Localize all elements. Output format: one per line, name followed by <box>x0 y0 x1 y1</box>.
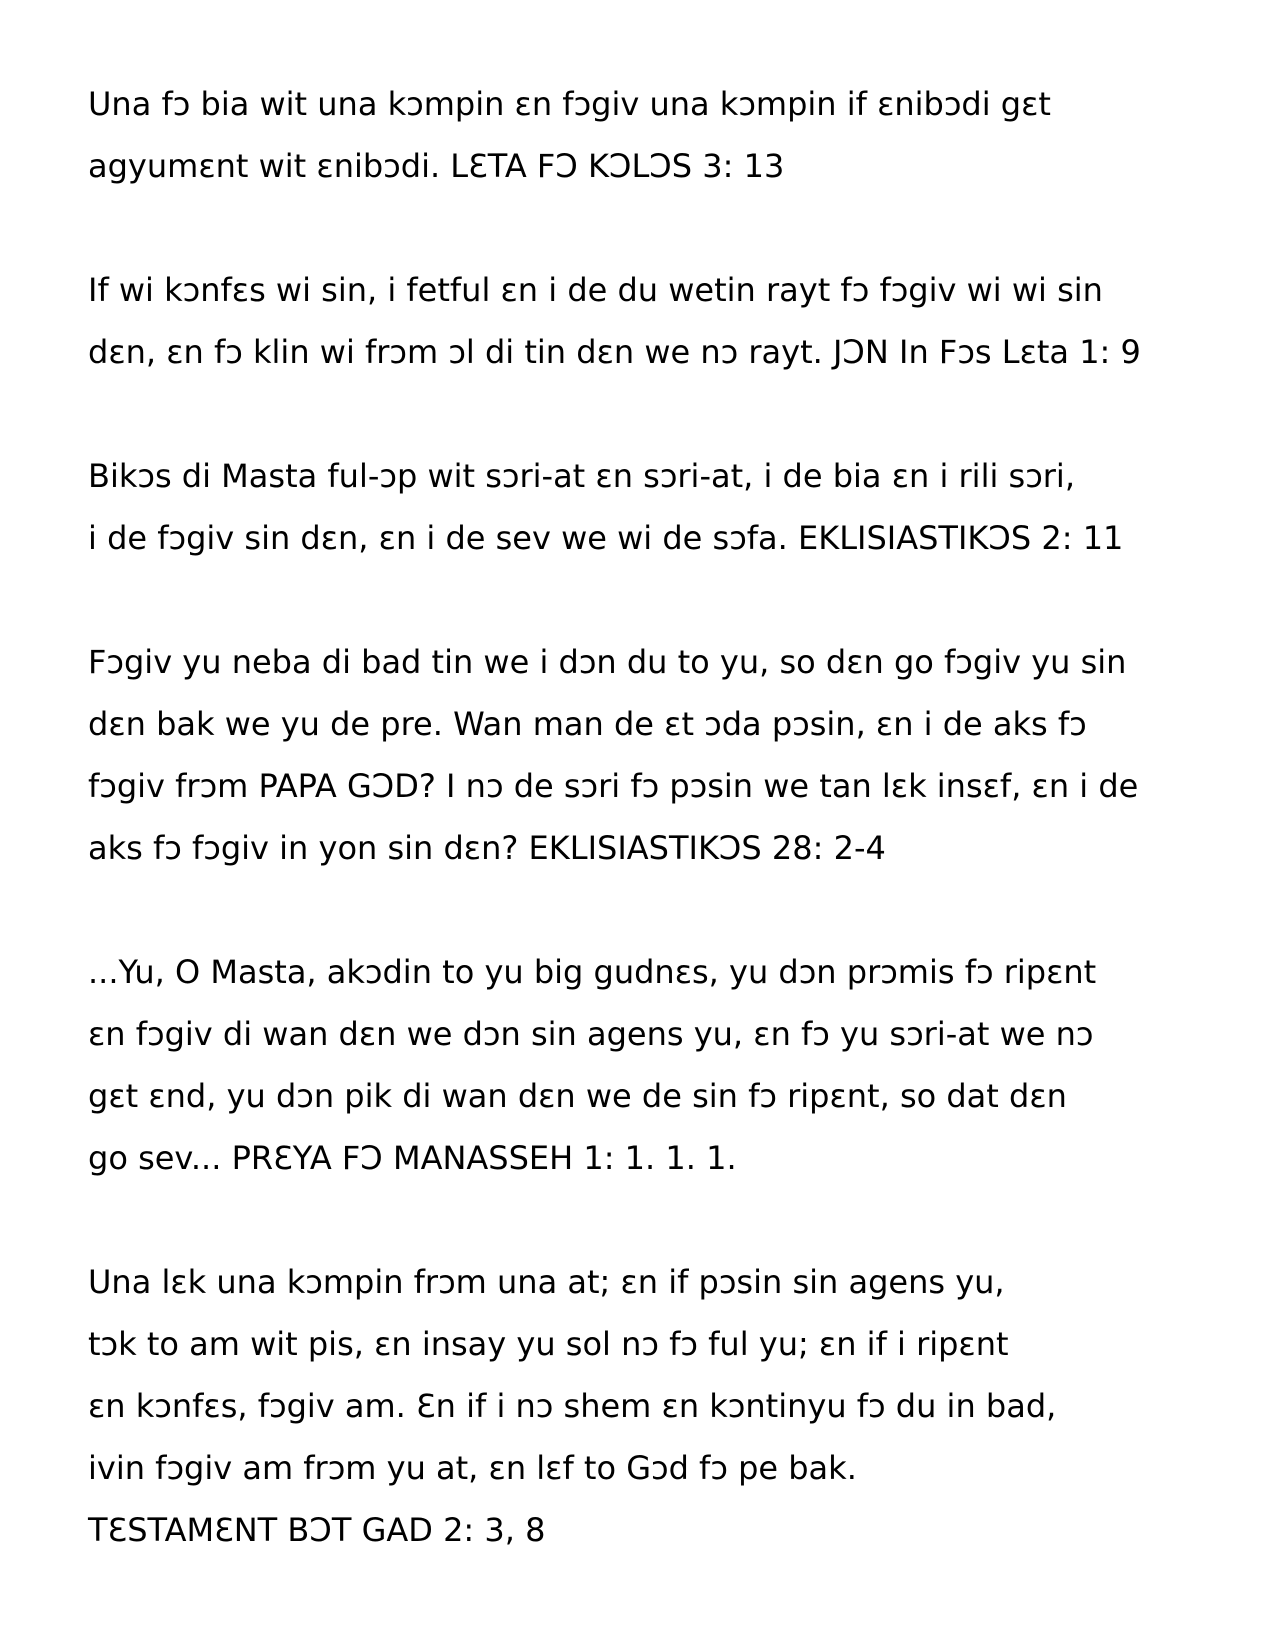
text-line: ...Yu, O Masta, akɔdin to yu big gudnɛs, yu dɔn prɔmis fɔ ripɛnt <box>88 953 1097 991</box>
verse-paragraph-5 <box>88 941 1228 1189</box>
text-line: Una fɔ bia wit una kɔmpin ɛn fɔgiv una kɔmpin if ɛnibɔdi gɛt <box>88 85 1051 123</box>
text-line: fɔgiv frɔm PAPA GƆD? I nɔ de sɔri fɔ pɔsin we tan lɛk insɛf, ɛn i de <box>88 767 1139 805</box>
text-line: Fɔgiv yu neba di bad tin we i dɔn du to yu, so dɛn go fɔgiv yu sin <box>88 643 1127 681</box>
verse-paragraph-3 <box>88 445 1228 569</box>
document-page <box>88 73 1228 1623</box>
text-line: aks fɔ fɔgiv in yon sin dɛn? EKLISIASTIKƆS 28: 2-4 <box>88 829 886 867</box>
text-line: If wi kɔnfɛs wi sin, i fetful ɛn i de du wetin rayt fɔ fɔgiv wi wi sin <box>88 271 1103 309</box>
text-line: Una lɛk una kɔmpin frɔm una at; ɛn if pɔsin sin agens yu, <box>88 1263 1005 1301</box>
text-line: ivin fɔgiv am frɔm yu at, ɛn lɛf to Gɔd fɔ pe bak. <box>88 1449 857 1487</box>
text-line: go sev... PRƐYA FƆ MANASSEH 1: 1. 1. 1. <box>88 1139 737 1177</box>
text-line: TƐSTAMƐNT BƆT GAD 2: 3, 8 <box>88 1511 546 1549</box>
verse-paragraph-1 <box>88 73 1228 197</box>
verse-paragraph-4 <box>88 631 1228 879</box>
text-line: i de fɔgiv sin dɛn, ɛn i de sev we wi de sɔfa. EKLISIASTIKƆS 2: 11 <box>88 519 1124 557</box>
text-line: ɛn kɔnfɛs, fɔgiv am. Ɛn if i nɔ shem ɛn kɔntinyu fɔ du in bad, <box>88 1387 1057 1425</box>
verse-paragraph-2 <box>88 259 1228 383</box>
text-line: tɔk to am wit pis, ɛn insay yu sol nɔ fɔ ful yu; ɛn if i ripɛnt <box>88 1325 1009 1363</box>
text-line: ɛn fɔgiv di wan dɛn we dɔn sin agens yu, ɛn fɔ yu sɔri-at we nɔ <box>88 1015 1094 1053</box>
text-line: agyumɛnt wit ɛnibɔdi. LƐTA FƆ KƆLƆS 3: 13 <box>88 147 785 185</box>
text-line: dɛn bak we yu de pre. Wan man de ɛt ɔda pɔsin, ɛn i de aks fɔ <box>88 705 1087 743</box>
text-line: Bikɔs di Masta ful-ɔp wit sɔri-at ɛn sɔri-at, i de bia ɛn i rili sɔri, <box>88 457 1075 495</box>
verse-paragraph-6 <box>88 1251 1228 1561</box>
text-line: dɛn, ɛn fɔ klin wi frɔm ɔl di tin dɛn we nɔ rayt. JƆN In Fɔs Lɛta 1: 9 <box>88 333 1141 371</box>
text-line: gɛt ɛnd, yu dɔn pik di wan dɛn we de sin fɔ ripɛnt, so dat dɛn <box>88 1077 1067 1115</box>
